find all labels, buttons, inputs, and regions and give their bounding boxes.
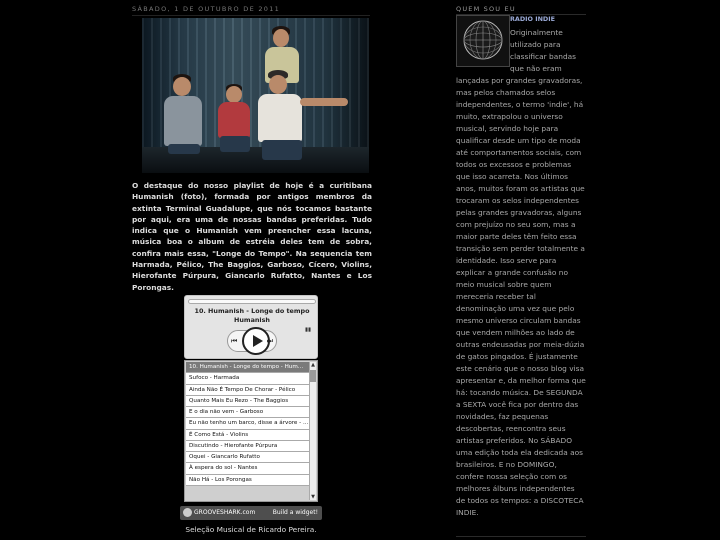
sidebar-bottom-divider [456, 536, 586, 537]
playlist-rows [186, 362, 310, 486]
playlist [184, 360, 318, 502]
playlist-item[interactable]: E o dia não vem - Garboso [186, 407, 310, 418]
scroll-up-icon[interactable]: ▲ [311, 362, 315, 368]
playlist-item[interactable]: Oquei - Giancarlo Rufatto [186, 452, 310, 463]
playlist-item[interactable]: Ainda Não É Tempo De Chorar - Pélico [186, 385, 310, 396]
scroll-down-icon[interactable]: ▼ [311, 494, 315, 500]
post-divider [132, 15, 370, 16]
grooveshark-footer [180, 506, 322, 520]
playlist-item[interactable]: Quanto Mais Eu Rezo - The Baggios [186, 396, 310, 407]
playlist-item[interactable]: É Como Está - Violins [186, 430, 310, 441]
playlist-item[interactable]: À espera do sol - Nantes [186, 463, 310, 474]
now-playing-artist: Humanish [234, 315, 270, 324]
progress-bar[interactable] [188, 299, 316, 304]
previous-track-icon[interactable]: ⏮ [231, 337, 238, 345]
volume-icon[interactable]: ▮▮ [304, 327, 311, 333]
next-track-icon[interactable]: ⏭ [266, 337, 273, 345]
post-date: SÁBADO, 1 DE OUTUBRO DE 2011 [132, 5, 281, 13]
playlist-scrollbar[interactable] [309, 362, 316, 500]
post-body: O destaque do nosso playlist de hoje é a curitibana Humanish (foto), formada por antigos membros da extinta Terminal Guadalupe, que nós tocamos bastante por aqui, era uma de nossas bandas preferidas. Tudo indica que o Humanish vem preencher essa lacuna, música boa o album de estréia deles tem de sobra, confira mais essa, "Longe do Tempo". Na sequencia tem Harmada, Pélico, The Baggios, Garboso, Cícero, Violins, Hierofante Púrpura, Giancarlo Rufatto, Nantes e Los Porongas. [132, 181, 372, 292]
playlist-item[interactable]: Discutindo - Hierofante Púrpura [186, 441, 310, 452]
build-widget-link[interactable]: Build a widget! [272, 509, 318, 516]
playlist-item[interactable]: Sufoco - Harmada [186, 373, 310, 384]
post-caption: Seleção Musical de Ricardo Pereira. [185, 525, 317, 534]
playlist-item[interactable]: 10. Humanish - Longe do tempo - Hum... [186, 362, 310, 373]
band-photo [142, 18, 369, 173]
playlist-item[interactable]: Não Há - Los Porongas [186, 475, 310, 486]
profile-name-link[interactable]: RADIO INDIE [510, 15, 555, 23]
now-playing-track: 10. Humanish - Longe do tempo [194, 307, 310, 315]
grooveshark-player [184, 295, 318, 359]
player-controls [227, 330, 277, 352]
scroll-thumb[interactable] [310, 370, 316, 382]
about-paragraph: Originalmente utilizado para classificar bandas que não eram lançadas por grandes gravadoras, mas pelos chamados selos independentes, o termo 'indie', há muito, extrapolou o universo musical, servindo hoje para qualificar desde um tipo de moda até comportamentos sociais, com todos os excessos e problemas que isso acarreta. Nos últimos anos, muitos foram os artistas que trocaram os selos independentes pelas grandes gravadoras, alguns com prejuízo no seu som, mas a maior parte deles têm feito essa transição sem perder totalmente a identidade. Isso serve para explicar a grande confusão no meio musical sobre quem mereceria receber tal denominação uma vez que pelo mesmo universo circulam bandas que vendem milhões ao lado de outras endeusadas por meia-dúzia de gatos pingados. É justamente este cenário que o nosso blog visa apresentar e, da melhor forma que há: tocando música. De SEGUNDA a SEXTA você fica por dentro das novidades, faz pequenas descobertas, reencontra seus artistas preferidos. No SÁBADO uma edição toda ela dedicada aos brasileiros. E no DOMINGO, confere nossa seleção com os melhores álbuns independentes de todos os tempos: a DISCOTECA INDIE. [456, 28, 586, 517]
about-text [456, 27, 586, 519]
playlist-item[interactable]: Eu não tenho um barco, disse a árvore - ... [186, 418, 310, 429]
now-playing-title [189, 307, 315, 324]
grooveshark-logo-icon [183, 508, 192, 517]
grooveshark-brand-link[interactable]: GROOVESHARK.com [194, 509, 256, 516]
sidebar-title: QUEM SOU EU [456, 5, 516, 13]
